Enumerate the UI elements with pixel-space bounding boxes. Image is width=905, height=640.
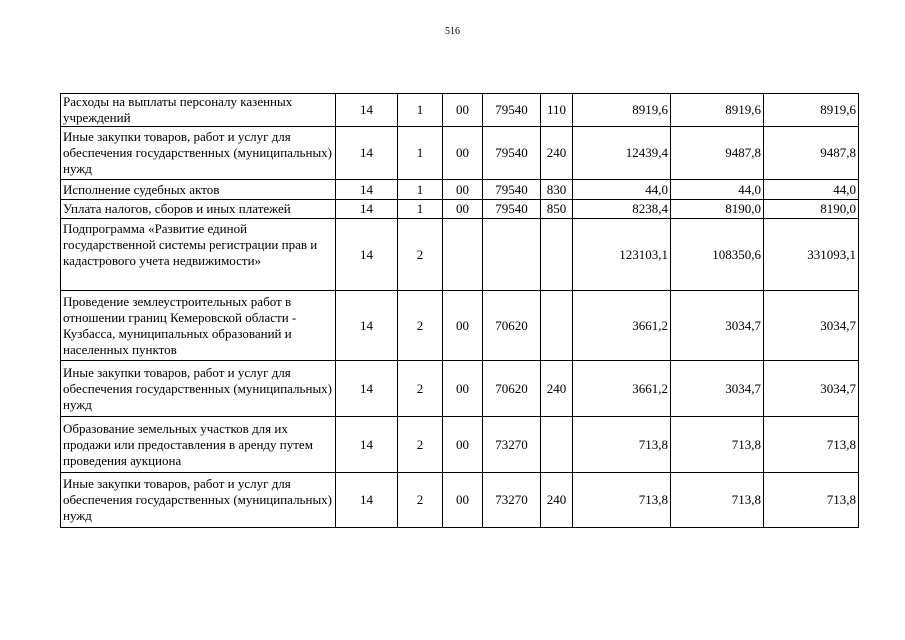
row-name: Образование земельных участков для их продажи или предоставления в аренду путем проведения аукциона: [61, 417, 336, 473]
row-section: 14: [336, 180, 398, 200]
table-row: [61, 473, 859, 528]
row-program: 00: [443, 291, 483, 361]
row-section: 14: [336, 417, 398, 473]
table-row: [61, 291, 859, 361]
row-value-2: 3034,7: [671, 291, 764, 361]
row-program: 00: [443, 417, 483, 473]
row-value-1: 713,8: [573, 473, 671, 528]
row-subsection: 2: [398, 473, 443, 528]
row-program: 00: [443, 127, 483, 180]
row-value-3: 9487,8: [764, 127, 859, 180]
table-body: [61, 94, 859, 528]
row-code: [483, 219, 541, 291]
row-value-3: 8919,6: [764, 94, 859, 127]
row-code: 79540: [483, 127, 541, 180]
row-value-2: 713,8: [671, 473, 764, 528]
row-code: 70620: [483, 361, 541, 417]
row-value-2: 108350,6: [671, 219, 764, 291]
row-value-1: 44,0: [573, 180, 671, 200]
row-code: 73270: [483, 417, 541, 473]
table-row: [61, 180, 859, 200]
row-value-1: 3661,2: [573, 291, 671, 361]
row-type: [541, 219, 573, 291]
row-name: Иные закупки товаров, работ и услуг для обеспечения государственных (муниципальных) нужд: [61, 127, 336, 180]
row-type: 240: [541, 127, 573, 180]
table-row: [61, 200, 859, 219]
row-type: 240: [541, 473, 573, 528]
row-value-1: 713,8: [573, 417, 671, 473]
row-name: Уплата налогов, сборов и иных платежей: [61, 200, 336, 219]
row-value-3: 713,8: [764, 473, 859, 528]
page-number: 516: [445, 26, 460, 37]
row-code: 79540: [483, 200, 541, 219]
row-type: 850: [541, 200, 573, 219]
row-name: Расходы на выплаты персоналу казенных учреждений: [61, 94, 336, 127]
row-code: 70620: [483, 291, 541, 361]
row-value-1: 8238,4: [573, 200, 671, 219]
budget-table: [60, 93, 859, 528]
row-section: 14: [336, 127, 398, 180]
row-program: 00: [443, 94, 483, 127]
row-name: Иные закупки товаров, работ и услуг для обеспечения государственных (муниципальных) нужд: [61, 361, 336, 417]
row-program: 00: [443, 473, 483, 528]
row-type: 110: [541, 94, 573, 127]
row-subsection: 1: [398, 180, 443, 200]
row-code: 73270: [483, 473, 541, 528]
row-section: 14: [336, 473, 398, 528]
row-type: 240: [541, 361, 573, 417]
row-name: Иные закупки товаров, работ и услуг для обеспечения государственных (муниципальных) нужд: [61, 473, 336, 528]
table-row: [61, 94, 859, 127]
row-value-2: 3034,7: [671, 361, 764, 417]
row-value-2: 8190,0: [671, 200, 764, 219]
row-section: 14: [336, 94, 398, 127]
row-program: 00: [443, 200, 483, 219]
row-subsection: 2: [398, 219, 443, 291]
row-program: [443, 219, 483, 291]
table-row: [61, 361, 859, 417]
row-value-2: 8919,6: [671, 94, 764, 127]
row-name: Исполнение судебных актов: [61, 180, 336, 200]
row-value-2: 44,0: [671, 180, 764, 200]
row-type: [541, 417, 573, 473]
row-subsection: 2: [398, 417, 443, 473]
row-value-3: 44,0: [764, 180, 859, 200]
row-name: Проведение землеустроительных работ в отношении границ Кемеровской области - Кузбасса, муниципальных образований и населенных пунктов: [61, 291, 336, 361]
row-value-1: 8919,6: [573, 94, 671, 127]
row-value-3: 3034,7: [764, 361, 859, 417]
row-code: 79540: [483, 94, 541, 127]
row-value-2: 713,8: [671, 417, 764, 473]
row-type: [541, 291, 573, 361]
row-program: 00: [443, 361, 483, 417]
row-value-3: 8190,0: [764, 200, 859, 219]
row-section: 14: [336, 219, 398, 291]
row-subsection: 2: [398, 361, 443, 417]
row-type: 830: [541, 180, 573, 200]
row-value-3: 331093,1: [764, 219, 859, 291]
table-row: [61, 127, 859, 180]
row-subsection: 1: [398, 127, 443, 180]
row-subsection: 2: [398, 291, 443, 361]
row-value-3: 3034,7: [764, 291, 859, 361]
row-value-3: 713,8: [764, 417, 859, 473]
row-section: 14: [336, 291, 398, 361]
table-row: [61, 417, 859, 473]
row-value-2: 9487,8: [671, 127, 764, 180]
row-value-1: 12439,4: [573, 127, 671, 180]
row-value-1: 123103,1: [573, 219, 671, 291]
row-code: 79540: [483, 180, 541, 200]
row-name: Подпрограмма «Развитие единой государственной системы регистрации прав и кадастрового учета недвижимости»: [61, 219, 336, 291]
table-row: [61, 219, 859, 291]
row-section: 14: [336, 200, 398, 219]
row-subsection: 1: [398, 94, 443, 127]
row-value-1: 3661,2: [573, 361, 671, 417]
row-section: 14: [336, 361, 398, 417]
row-program: 00: [443, 180, 483, 200]
row-subsection: 1: [398, 200, 443, 219]
